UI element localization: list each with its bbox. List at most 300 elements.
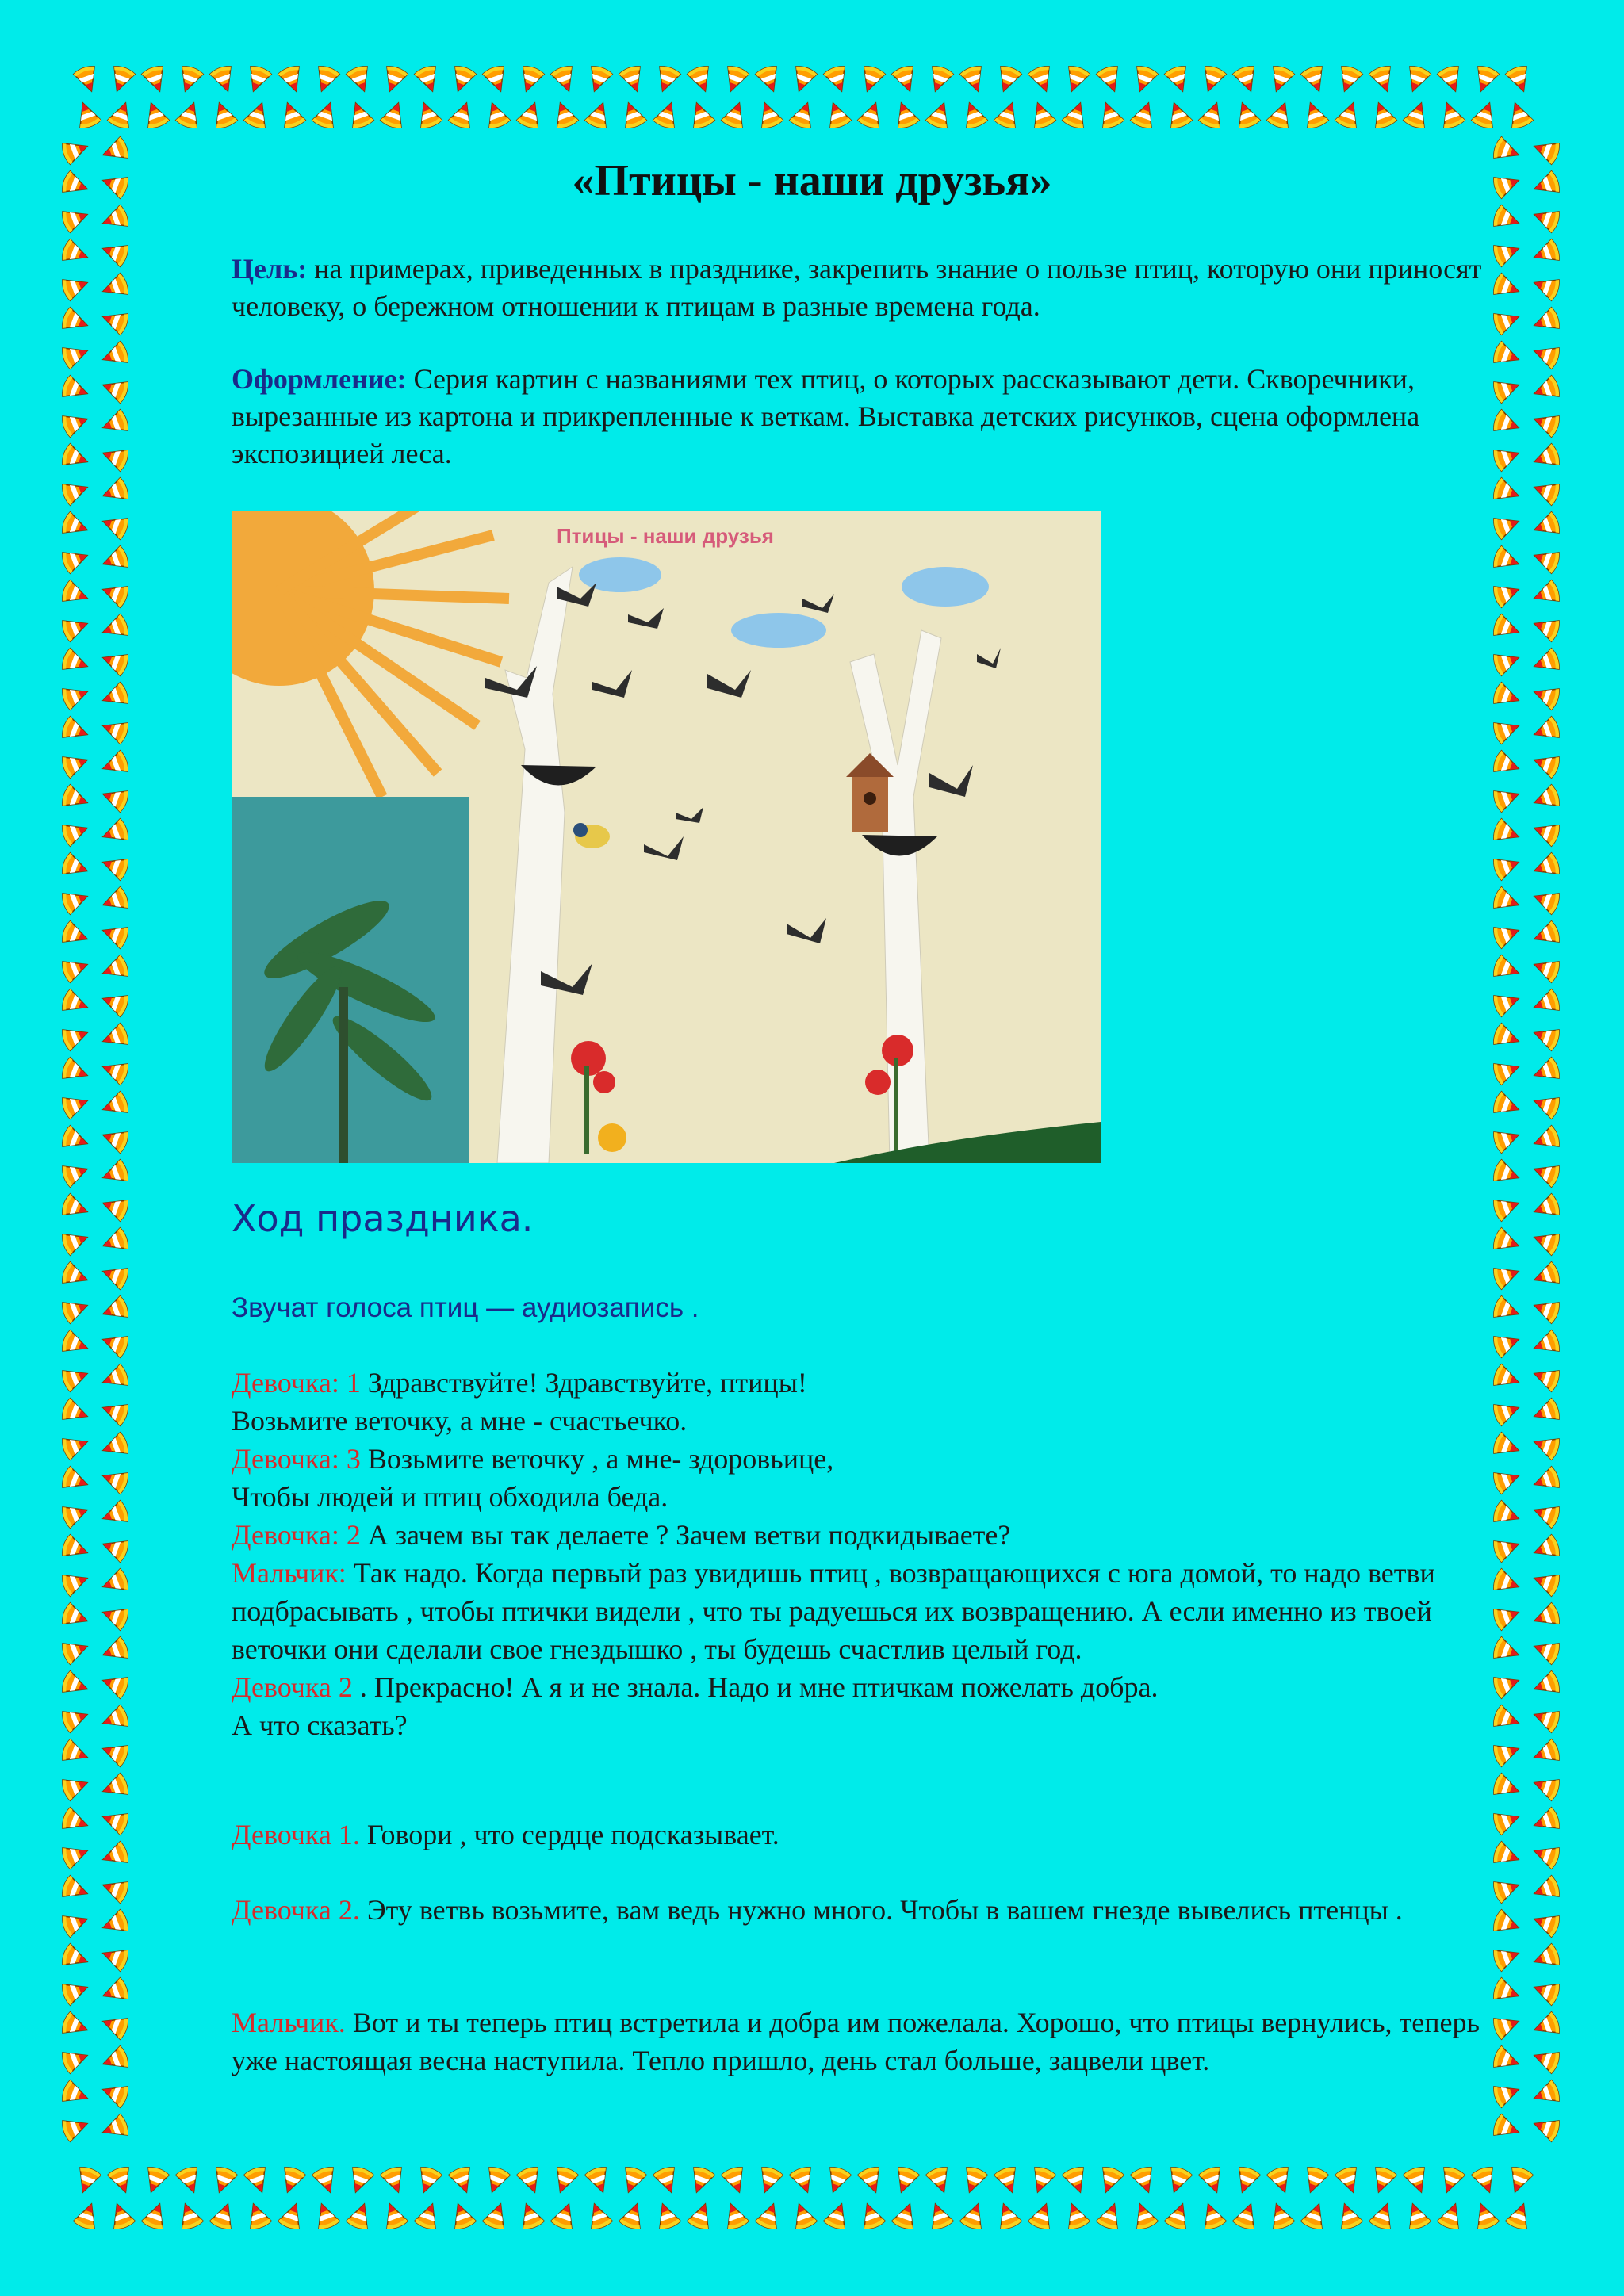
candy-corn-icon: [1530, 1943, 1561, 1973]
candy-corn-icon: [99, 1465, 130, 1494]
candy-corn-icon: [1492, 1159, 1522, 1188]
line-text: Возьмите веточку, а мне - счастьечко.: [232, 1405, 688, 1437]
candy-corn-icon: [1163, 2165, 1193, 2196]
candy-corn-icon: [1530, 613, 1561, 642]
candy-corn-icon: [584, 64, 613, 95]
candy-corn-icon: [277, 2165, 306, 2196]
candy-corn-icon: [60, 1466, 91, 1495]
photo-caption: Птицы - наши друзья: [557, 524, 774, 548]
candy-corn-icon: [99, 1432, 130, 1461]
candy-corn-icon: [60, 1976, 91, 2006]
candy-corn-icon: [277, 99, 306, 130]
dialogue-line: [232, 1440, 1500, 1478]
candy-corn-icon: [60, 375, 91, 404]
candy-corn-icon: [345, 2165, 374, 2196]
candy-corn-icon: [993, 2200, 1022, 2231]
candy-corn-icon: [993, 64, 1022, 95]
candy-corn-icon: [60, 1295, 91, 1324]
candy-corn-icon: [60, 716, 91, 745]
candy-corn-icon: [60, 1090, 91, 1119]
candy-corn-icon: [60, 239, 91, 268]
candy-corn-icon: [99, 1192, 130, 1222]
candy-corn-icon: [1492, 1977, 1522, 2007]
candy-corn-icon: [1530, 307, 1561, 336]
candy-corn-icon: [925, 99, 955, 130]
candy-corn-icon: [1530, 1330, 1561, 1359]
candy-corn-icon: [1492, 818, 1522, 848]
candy-corn-icon: [209, 99, 238, 130]
candy-corn-icon: [1492, 647, 1522, 676]
candy-corn-icon: [60, 1226, 91, 1256]
candy-corn-icon: [140, 2165, 170, 2196]
candy-corn-icon: [1266, 2165, 1296, 2196]
candy-corn-icon: [1492, 409, 1522, 438]
candy-corn-icon: [1334, 64, 1363, 95]
candy-corn-icon: [60, 340, 91, 369]
candy-corn-icon: [1402, 64, 1431, 95]
candy-corn-icon: [720, 2200, 749, 2231]
candy-corn-icon: [959, 99, 988, 130]
candy-corn-icon: [1232, 64, 1262, 95]
candy-corn-icon: [99, 1568, 130, 1598]
candy-corn-icon: [516, 2165, 546, 2196]
candy-corn-icon: [99, 374, 130, 404]
candy-corn-icon: [754, 2165, 783, 2196]
candy-corn-icon: [99, 579, 130, 608]
candy-corn-icon: [60, 1363, 91, 1392]
candy-corn-icon: [1368, 2165, 1397, 2196]
candy-corn-icon: [60, 1908, 91, 1938]
goal-text: на примерах, приведенных в празднике, закрепить знание о пользе птиц, которую они приносят человеку, о бережном отношении к птицам в разные времена года.: [232, 253, 1482, 322]
candy-corn-icon: [60, 1602, 91, 1632]
candy-corn-icon: [99, 818, 130, 848]
candy-corn-icon: [1530, 476, 1561, 506]
audio-note: Звучат голоса птиц — аудиозапись .: [232, 1292, 699, 1323]
candy-corn-icon: [60, 1670, 91, 1700]
candy-corn-icon: [99, 647, 130, 676]
dialogue-line: [232, 1478, 1500, 1516]
candy-corn-icon: [1530, 1976, 1561, 2006]
candy-corn-icon: [72, 99, 102, 130]
candy-corn-icon: [141, 2200, 170, 2231]
candy-corn-icon: [1530, 1908, 1561, 1938]
candy-corn-icon: [1492, 442, 1522, 472]
candy-corn-icon: [1266, 2200, 1295, 2231]
candy-corn-icon: [60, 2045, 91, 2074]
candy-corn-icon: [60, 580, 91, 609]
line-text: Возьмите веточку , а мне- здоровьице,: [360, 1443, 834, 1475]
candy-corn-icon: [1530, 1158, 1561, 1188]
candy-corn-icon: [1368, 99, 1397, 130]
candy-corn-icon: [99, 920, 130, 949]
candy-corn-icon: [243, 2200, 272, 2231]
candy-corn-icon: [99, 1977, 130, 2007]
dialogue-line: [232, 1364, 1500, 1402]
speaker-label: Девочка 2.: [232, 1894, 360, 1926]
candy-corn-icon: [60, 1330, 91, 1359]
candy-corn-icon: [925, 64, 954, 95]
candy-corn-icon: [1300, 2200, 1330, 2231]
candy-corn-icon: [482, 64, 511, 95]
candy-corn-icon: [1164, 2200, 1193, 2231]
candy-corn-icon: [1403, 2165, 1432, 2196]
candy-corn-icon: [1505, 64, 1534, 95]
candy-corn-icon: [1266, 64, 1295, 95]
candy-corn-icon: [99, 205, 130, 234]
candy-corn-icon: [618, 2165, 647, 2196]
speaker-label: Девочка: 3: [232, 1443, 361, 1475]
candy-corn-icon: [60, 1193, 91, 1223]
candy-corn-icon: [243, 2165, 273, 2196]
candy-corn-icon: [959, 64, 989, 95]
candy-corn-icon: [1492, 511, 1522, 540]
candy-corn-icon: [755, 64, 784, 95]
candy-corn-icon: [99, 715, 130, 744]
candy-corn-icon: [755, 2200, 784, 2231]
candy-corn-icon: [925, 2200, 954, 2231]
candy-corn-icon: [345, 99, 374, 130]
candy-corn-icon: [1530, 375, 1561, 404]
candy-corn-icon: [1231, 2165, 1261, 2196]
candy-corn-icon: [891, 99, 920, 130]
candy-corn-icon: [721, 99, 750, 130]
candy-corn-icon: [1470, 64, 1500, 95]
candy-corn-icon: [1492, 614, 1522, 643]
candy-corn-icon: [788, 64, 818, 95]
candy-corn-icon: [1530, 443, 1561, 473]
candy-corn-icon: [1504, 2165, 1534, 2196]
candy-corn-icon: [1530, 817, 1561, 847]
candy-corn-icon: [1471, 99, 1500, 130]
candy-corn-icon: [891, 2200, 921, 2231]
candy-corn-icon: [1530, 1466, 1561, 1495]
candy-corn-icon: [1530, 1602, 1561, 1632]
candy-corn-icon: [99, 1533, 130, 1563]
line-text: Здравствуйте! Здравствуйте, птицы!: [360, 1367, 807, 1399]
candy-corn-icon: [994, 2165, 1023, 2196]
candy-corn-icon: [1530, 2113, 1561, 2142]
candy-corn-icon: [925, 2165, 955, 2196]
candy-corn-icon: [1492, 920, 1522, 949]
candy-corn-icon: [60, 648, 91, 677]
candy-corn-icon: [60, 1022, 91, 1051]
candy-corn-icon: [99, 783, 130, 813]
candy-corn-icon: [60, 784, 91, 813]
dialogue-entry: [232, 1891, 1500, 1929]
candy-corn-icon: [380, 2165, 409, 2196]
candy-corn-icon: [99, 1874, 130, 1904]
candy-corn-icon: [60, 613, 91, 642]
candy-corn-icon: [107, 99, 136, 130]
candy-corn-icon: [447, 2200, 477, 2231]
candy-corn-icon: [515, 64, 545, 95]
candy-corn-icon: [99, 273, 130, 302]
candy-corn-icon: [99, 511, 130, 540]
candy-corn-icon: [413, 2165, 442, 2196]
candy-corn-icon: [1130, 99, 1159, 130]
candy-corn-icon: [99, 442, 130, 472]
candy-corn-icon: [1530, 1704, 1561, 1733]
candy-corn-icon: [1530, 1499, 1561, 1529]
candy-corn-icon: [1027, 2165, 1056, 2196]
candy-corn-icon: [1300, 2165, 1329, 2196]
candy-corn-icon: [1530, 408, 1561, 438]
line-text: А что сказать?: [232, 1709, 408, 1741]
candy-corn-icon: [550, 2165, 579, 2196]
candy-corn-icon: [1130, 2165, 1159, 2196]
candy-corn-icon: [687, 64, 716, 95]
candy-corn-icon: [1505, 2200, 1534, 2231]
candy-corn-icon: [1530, 545, 1561, 574]
candy-corn-icon: [652, 64, 681, 95]
candy-corn-icon: [60, 1261, 91, 1291]
candy-corn-icon: [99, 1364, 130, 1393]
candy-corn-icon: [60, 307, 91, 336]
candy-corn-icon: [1300, 64, 1330, 95]
candy-corn-icon: [1334, 2200, 1363, 2231]
line-text: Чтобы людей и птиц обходила беда.: [232, 1481, 668, 1513]
candy-corn-icon: [1492, 886, 1522, 916]
candy-corn-icon: [106, 64, 136, 95]
candy-corn-icon: [1437, 64, 1466, 95]
candy-corn-icon: [99, 988, 130, 1017]
candy-corn-icon: [1492, 273, 1522, 302]
candy-corn-icon: [857, 2165, 887, 2196]
candy-corn-icon: [1492, 783, 1522, 813]
candy-corn-icon: [822, 2165, 852, 2196]
candy-corn-icon: [73, 64, 102, 95]
candy-corn-icon: [1492, 306, 1522, 335]
candy-corn-icon: [60, 1840, 91, 1869]
candy-corn-icon: [99, 1841, 130, 1870]
line-text: Говори , что сердце подсказывает.: [359, 1819, 779, 1850]
speaker-label: Девочка: 2: [232, 1519, 361, 1551]
candy-corn-icon: [1197, 64, 1227, 95]
candy-corn-icon: [1530, 1534, 1561, 1563]
candy-corn-icon: [379, 64, 408, 95]
candy-corn-icon: [106, 2200, 136, 2231]
dialogue-line: [232, 1516, 1500, 1554]
candy-corn-icon: [1164, 64, 1193, 95]
candy-corn-icon: [99, 1636, 130, 1666]
candy-corn-icon: [1530, 204, 1561, 233]
candy-corn-icon: [1530, 784, 1561, 813]
candy-corn-icon: [1096, 2200, 1125, 2231]
candy-corn-icon: [754, 99, 783, 130]
candy-corn-icon: [60, 1772, 91, 1801]
candy-corn-icon: [60, 1943, 91, 1973]
candy-corn-icon: [99, 955, 130, 984]
candy-corn-icon: [60, 681, 91, 710]
candy-corn-icon: [60, 2113, 91, 2142]
candy-corn-icon: [60, 920, 91, 950]
candy-corn-icon: [1300, 99, 1329, 130]
candy-corn-icon: [1492, 238, 1522, 267]
candy-corn-icon: [99, 545, 130, 575]
dialogue-block: [232, 1364, 1500, 1744]
candy-corn-icon: [550, 2200, 580, 2231]
candy-corn-icon: [60, 1431, 91, 1460]
candy-corn-icon: [891, 2165, 920, 2196]
candy-corn-icon: [653, 2165, 682, 2196]
candy-corn-icon: [1492, 1124, 1522, 1154]
candy-corn-icon: [209, 2200, 239, 2231]
candy-corn-icon: [99, 1124, 130, 1154]
candy-corn-icon: [448, 2165, 477, 2196]
candy-corn-icon: [99, 306, 130, 335]
goal-paragraph: [232, 251, 1492, 325]
candy-corn-icon: [60, 2011, 91, 2041]
candy-corn-icon: [99, 1738, 130, 1767]
candy-corn-icon: [994, 99, 1023, 130]
line-text: . Прекрасно! А я и не знала. Надо и мне птичкам пожелать добра.: [352, 1671, 1159, 1703]
candy-corn-icon: [278, 2200, 307, 2231]
candy-corn-icon: [1403, 99, 1432, 130]
candy-corn-icon: [60, 1125, 91, 1154]
candy-corn-icon: [1369, 2200, 1398, 2231]
candy-corn-icon: [1492, 750, 1522, 779]
candy-corn-icon: [516, 99, 546, 130]
candy-corn-icon: [789, 99, 818, 130]
candy-corn-icon: [99, 1023, 130, 1052]
dialogue-entry: [232, 1816, 1500, 1854]
candy-corn-icon: [60, 1704, 91, 1733]
candy-corn-icon: [1530, 239, 1561, 268]
decorated-wall-photo: [232, 511, 1101, 1163]
candy-corn-icon: [99, 1227, 130, 1257]
candy-corn-icon: [99, 1056, 130, 1085]
dialogue-entry: [232, 2003, 1500, 2080]
candy-corn-icon: [99, 1295, 130, 1325]
candy-corn-icon: [959, 2165, 988, 2196]
candy-corn-icon: [1530, 716, 1561, 745]
candy-corn-icon: [1095, 2165, 1124, 2196]
speaker-label: Девочка 2: [232, 1671, 353, 1703]
candy-corn-icon: [99, 238, 130, 267]
candy-corn-icon: [99, 2079, 130, 2108]
candy-corn-icon: [60, 886, 91, 915]
candy-corn-icon: [1530, 954, 1561, 983]
candy-corn-icon: [619, 64, 648, 95]
candy-corn-icon: [1530, 1840, 1561, 1869]
candy-corn-icon: [720, 64, 749, 95]
candy-corn-icon: [99, 341, 130, 370]
candy-corn-icon: [687, 2200, 716, 2231]
candy-corn-icon: [60, 954, 91, 983]
candy-corn-icon: [99, 2011, 130, 2040]
candy-corn-icon: [1492, 2079, 1522, 2108]
candy-corn-icon: [60, 1567, 91, 1597]
candy-corn-icon: [1530, 852, 1561, 882]
candy-corn-icon: [1530, 511, 1561, 541]
candy-corn-icon: [1530, 1057, 1561, 1086]
candy-corn-icon: [60, 1636, 91, 1665]
candy-corn-icon: [1530, 1261, 1561, 1291]
design-label: Оформление:: [232, 363, 407, 395]
candy-corn-icon: [175, 2165, 205, 2196]
candy-corn-icon: [515, 2200, 545, 2231]
candy-corn-icon: [99, 614, 130, 643]
candy-corn-icon: [788, 2200, 818, 2231]
candy-corn-icon: [1402, 2200, 1431, 2231]
candy-corn-icon: [99, 1942, 130, 1972]
candy-corn-icon: [481, 99, 511, 130]
candy-corn-icon: [1530, 1295, 1561, 1324]
candy-corn-icon: [60, 1739, 91, 1768]
candy-corn-icon: [99, 1261, 130, 1290]
candy-corn-icon: [1492, 1942, 1522, 1972]
candy-corn-icon: [243, 99, 273, 130]
candy-corn-icon: [686, 2165, 715, 2196]
candy-corn-icon: [311, 2200, 340, 2231]
candy-corn-icon: [99, 750, 130, 779]
candy-corn-icon: [99, 2114, 130, 2143]
candy-corn-icon: [1266, 99, 1296, 130]
design-text: Серия картин с названиями тех птиц, о которых рассказывают дети. Скворечники, вырезанные из картона и прикрепленные к веткам. Выставка детских рисунков, сцена оформлена экспозицией леса.: [232, 363, 1420, 469]
candy-corn-icon: [1492, 2114, 1522, 2143]
speaker-label: Девочка: 1: [232, 1367, 361, 1399]
candy-corn-icon: [1530, 1875, 1561, 1904]
candy-corn-icon: [1027, 99, 1056, 130]
candy-corn-icon: [312, 99, 341, 130]
dialogue-line: [232, 1668, 1500, 1706]
candy-corn-icon: [823, 2200, 852, 2231]
candy-corn-icon: [60, 1158, 91, 1188]
candy-corn-icon: [1198, 2165, 1228, 2196]
candy-corn-icon: [1095, 99, 1124, 130]
candy-corn-icon: [1492, 1023, 1522, 1052]
candy-corn-icon: [1530, 989, 1561, 1018]
candy-corn-icon: [481, 2165, 511, 2196]
candy-corn-icon: [1530, 1739, 1561, 1768]
candy-corn-icon: [1061, 64, 1090, 95]
candy-corn-icon: [1530, 272, 1561, 301]
candy-corn-icon: [140, 99, 170, 130]
candy-corn-icon: [1492, 1192, 1522, 1222]
candy-corn-icon: [1492, 545, 1522, 575]
candy-corn-icon: [73, 2200, 102, 2231]
page-title: «Птицы - наши друзья»: [572, 156, 1052, 205]
candy-corn-icon: [448, 99, 477, 130]
line-text: А зачем вы так делаете ? Зачем ветви подкидываете?: [360, 1519, 1011, 1551]
candy-corn-icon: [1530, 681, 1561, 710]
candy-corn-icon: [1492, 1091, 1522, 1120]
candy-corn-icon: [346, 2200, 375, 2231]
candy-corn-icon: [414, 64, 443, 95]
candy-corn-icon: [1492, 1056, 1522, 1085]
candy-corn-icon: [1530, 1226, 1561, 1256]
candy-corn-icon: [278, 64, 307, 95]
candy-corn-icon: [1062, 99, 1091, 130]
candy-corn-icon: [99, 886, 130, 916]
dialogue-line: [232, 1402, 1500, 1440]
candy-corn-icon: [60, 817, 91, 847]
candy-corn-icon: [550, 64, 580, 95]
dialogue-line: [232, 1706, 1500, 1744]
candy-corn-icon: [72, 2165, 102, 2196]
candy-corn-icon: [1436, 99, 1465, 130]
candy-corn-icon: [1492, 1295, 1522, 1325]
candy-corn-icon: [1492, 1227, 1522, 1257]
candy-corn-icon: [175, 99, 205, 130]
candy-corn-icon: [1530, 2045, 1561, 2074]
candy-corn-icon: [60, 476, 91, 506]
candy-corn-icon: [1492, 1329, 1522, 1358]
candy-corn-icon: [1129, 64, 1159, 95]
candy-corn-icon: [60, 1499, 91, 1529]
candy-corn-icon: [891, 64, 921, 95]
candy-corn-icon: [380, 99, 409, 130]
